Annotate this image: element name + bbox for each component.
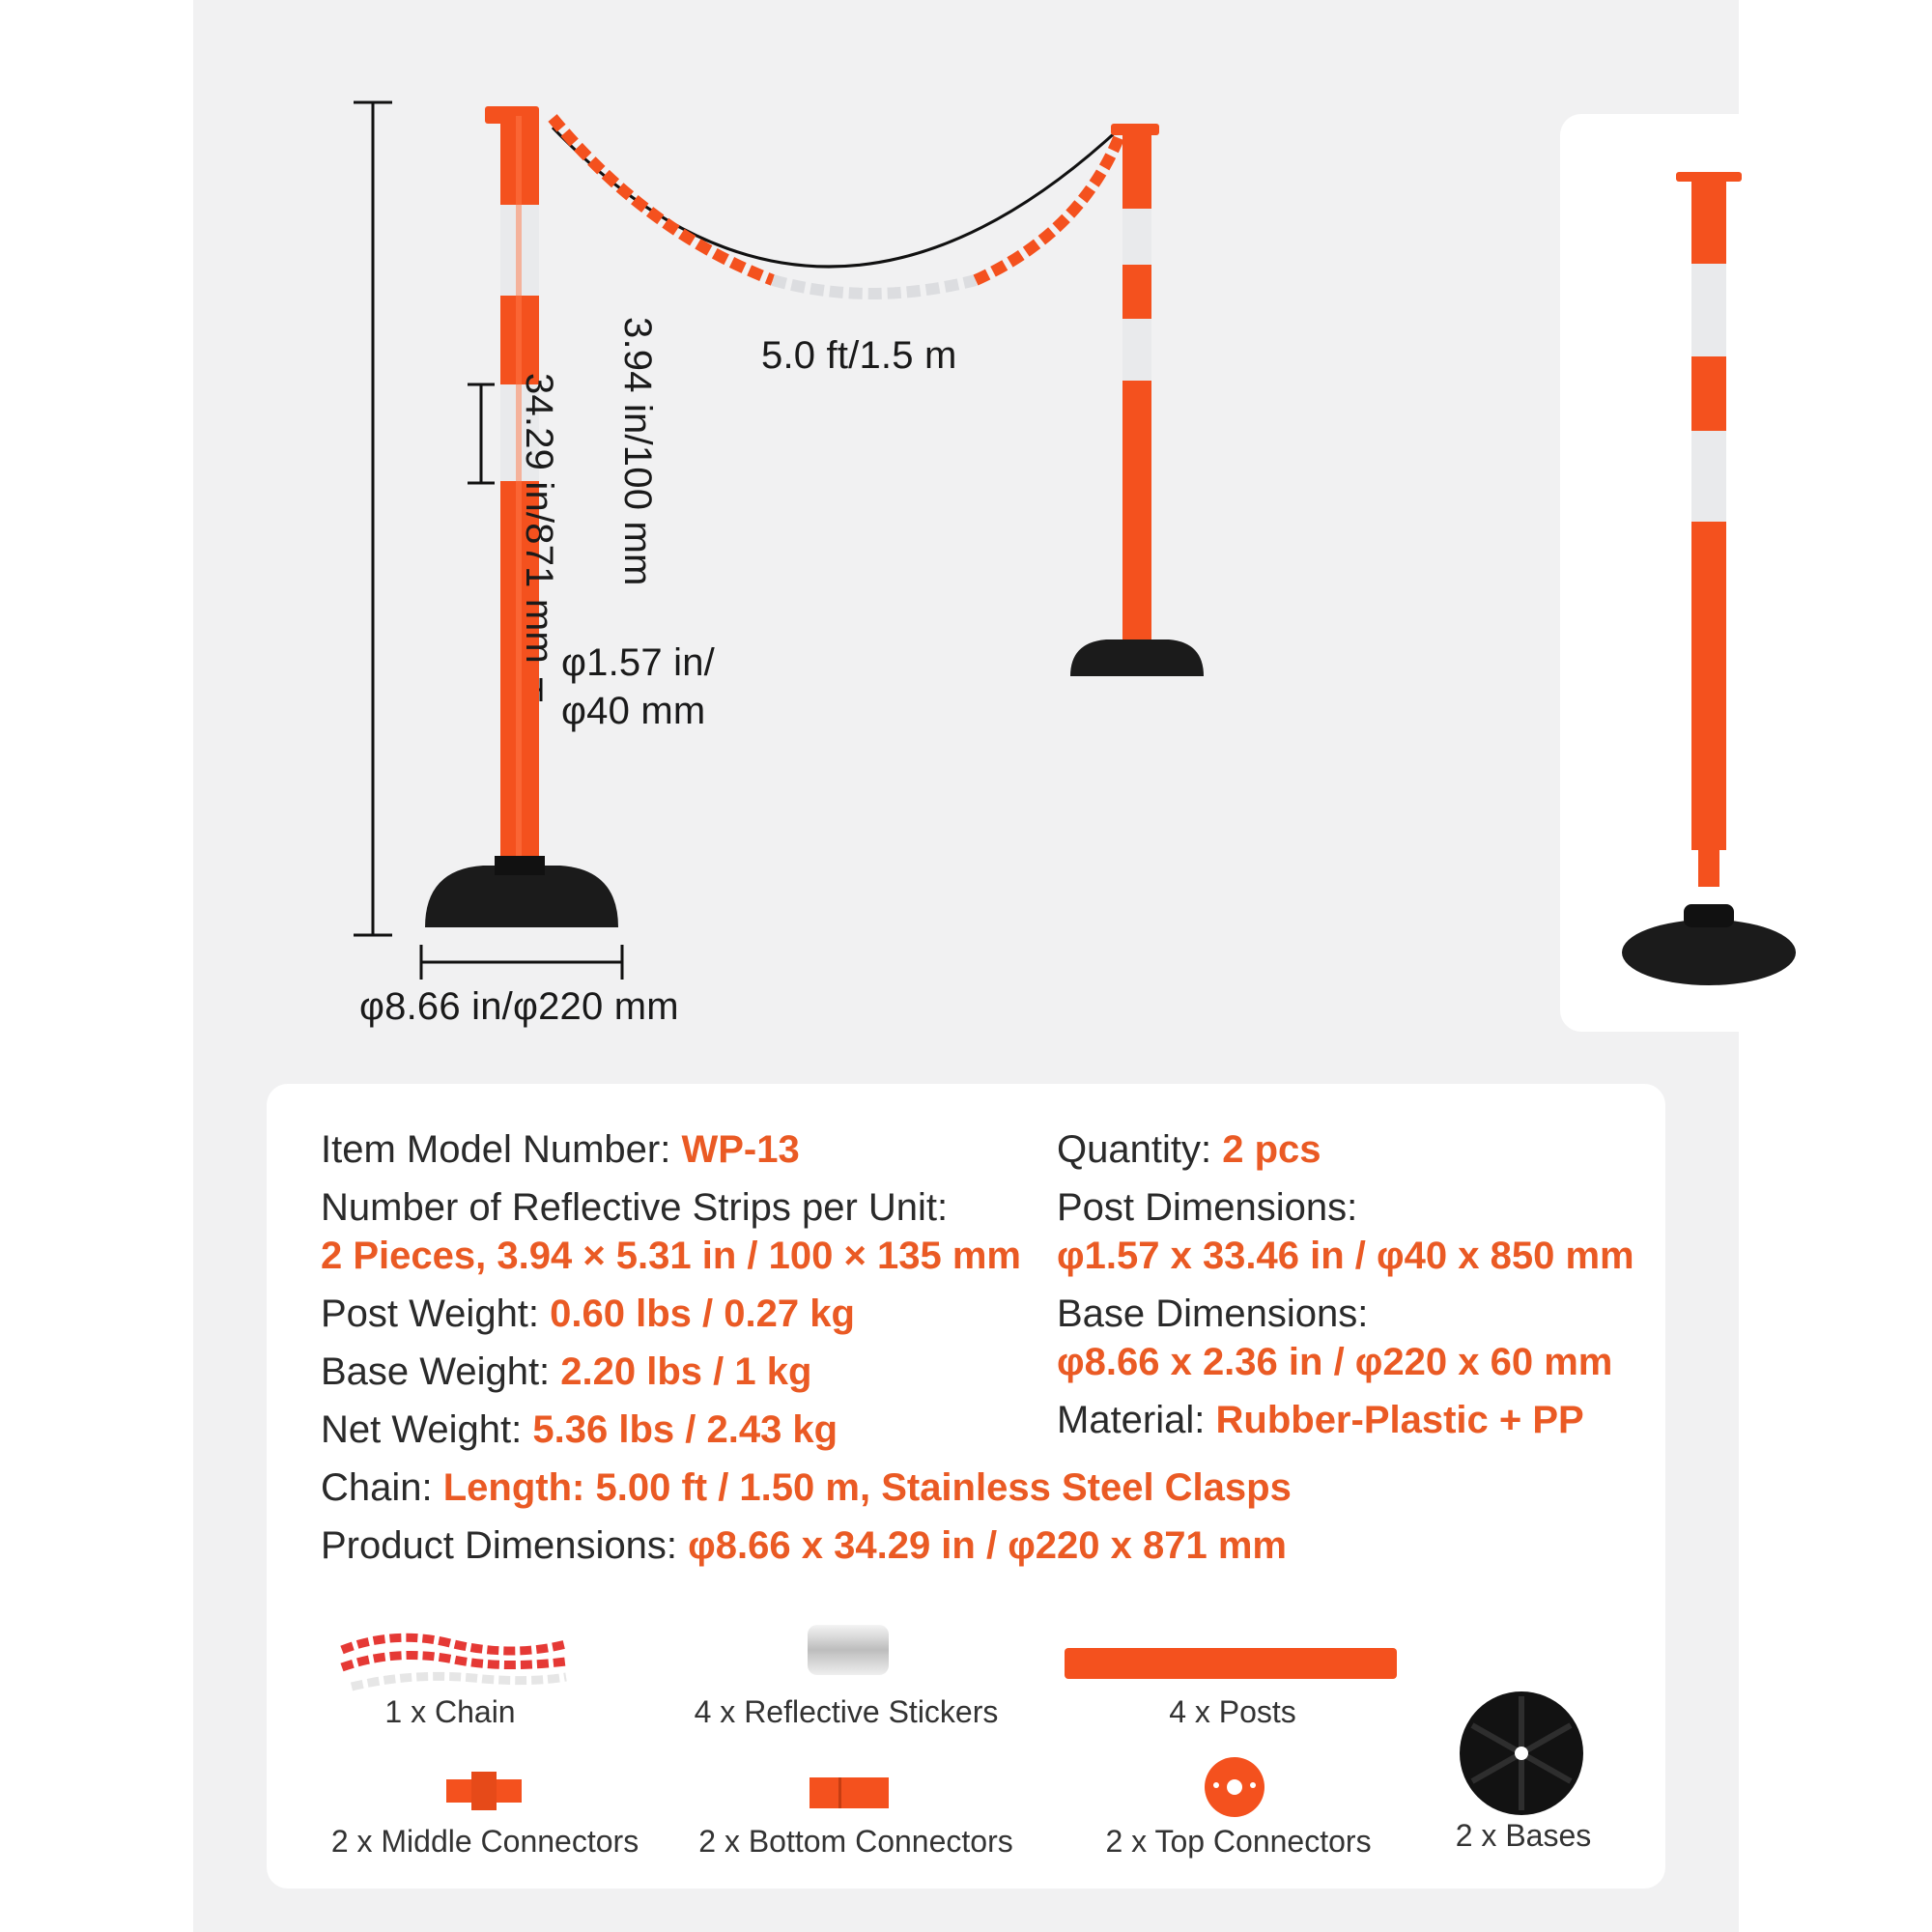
strip-dimension-line <box>468 384 495 483</box>
base-dimension-line <box>421 945 622 980</box>
chain-white-middle <box>773 280 976 294</box>
spec-chain-value: Length: 5.00 ft / 1.50 m, Stainless Steel Clasps <box>442 1466 1292 1509</box>
chain-icon <box>338 1625 570 1700</box>
spec-product-dimensions-label: Product Dimensions: <box>321 1524 689 1567</box>
spec-chain-label: Chain: <box>321 1466 443 1509</box>
spec-material <box>1057 1397 1584 1443</box>
spec-post-weight <box>321 1291 855 1337</box>
base-diameter-label: φ8.66 in/φ220 mm <box>359 985 679 1028</box>
spec-net-weight <box>321 1406 838 1453</box>
height-dimension-line <box>354 102 392 935</box>
spec-model-value: WP-13 <box>681 1128 800 1171</box>
spec-base-weight-label: Base Weight: <box>321 1350 561 1393</box>
spec-base-dimensions-label: Base Dimensions: <box>1057 1293 1369 1335</box>
spec-quantity-label: Quantity: <box>1057 1128 1223 1171</box>
barrier-diagram <box>193 0 1739 1063</box>
spec-post-weight-label: Post Weight: <box>321 1293 551 1335</box>
spec-chain <box>321 1464 1292 1511</box>
post-icon <box>1065 1648 1397 1679</box>
part-top-connectors-label: 2 x Top Connectors <box>1105 1824 1372 1859</box>
middle-connector-icon <box>446 1772 522 1810</box>
spec-material-value: Rubber-Plastic + PP <box>1215 1399 1584 1441</box>
disassembled-post-illustration <box>1560 114 1858 1032</box>
spec-material-label: Material: <box>1057 1399 1216 1441</box>
base-icon <box>1459 1690 1584 1816</box>
part-middle-connectors-label: 2 x Middle Connectors <box>330 1824 639 1859</box>
spec-model-label: Item Model Number: <box>321 1128 682 1171</box>
part-stickers-label: 4 x Reflective Stickers <box>694 1694 999 1729</box>
spec-strips-label: Number of Reflective Strips per Unit: <box>321 1186 949 1229</box>
spec-net-weight-value: 5.36 lbs / 2.43 kg <box>532 1408 838 1451</box>
strip-height-label: 3.94 in/100 mm <box>616 317 659 586</box>
spec-net-weight-label: Net Weight: <box>321 1408 533 1451</box>
part-bases-label: 2 x Bases <box>1455 1818 1592 1853</box>
spec-model <box>321 1126 800 1173</box>
spec-post-weight-value: 0.60 lbs / 0.27 kg <box>550 1293 855 1335</box>
post-diameter-label-line1: φ1.57 in/ <box>561 641 715 684</box>
spec-product-dimensions-value: φ8.66 x 34.29 in / φ220 x 871 mm <box>688 1524 1287 1567</box>
top-connector-icon <box>1204 1756 1265 1818</box>
bottom-connector-icon <box>810 1777 889 1808</box>
chain-orange-left <box>553 118 773 280</box>
spec-post-dimensions-label: Post Dimensions: <box>1057 1186 1358 1229</box>
chain-length-label: 5.0 ft/1.5 m <box>761 334 957 377</box>
spec-quantity <box>1057 1126 1321 1173</box>
part-chain-label: 1 x Chain <box>384 1694 516 1729</box>
part-posts-label: 4 x Posts <box>1169 1694 1296 1729</box>
spec-post-dimensions-value: φ1.57 x 33.46 in / φ40 x 850 mm <box>1057 1235 1634 1277</box>
post-diameter-label-line2: φ40 mm <box>561 690 706 732</box>
chain-orange-right <box>976 133 1121 280</box>
spec-quantity-value: 2 pcs <box>1222 1128 1321 1171</box>
height-label: 34.29 in/871 mm <box>518 373 560 664</box>
spec-base-weight <box>321 1349 811 1395</box>
part-bottom-connectors-label: 2 x Bottom Connectors <box>698 1824 1013 1859</box>
right-post <box>1070 124 1204 676</box>
spec-product-dimensions <box>321 1522 1287 1569</box>
spec-base-dimensions-value: φ8.66 x 2.36 in / φ220 x 60 mm <box>1057 1341 1613 1383</box>
disassembled-post-card <box>1560 114 1858 1032</box>
spec-base-weight-value: 2.20 lbs / 1 kg <box>560 1350 812 1393</box>
spec-strips-value: 2 Pieces, 3.94 × 5.31 in / 100 × 135 mm <box>321 1235 1021 1277</box>
reflective-sticker-icon <box>808 1623 889 1677</box>
product-infographic <box>193 0 1739 1932</box>
spec-card <box>267 1084 1665 1889</box>
